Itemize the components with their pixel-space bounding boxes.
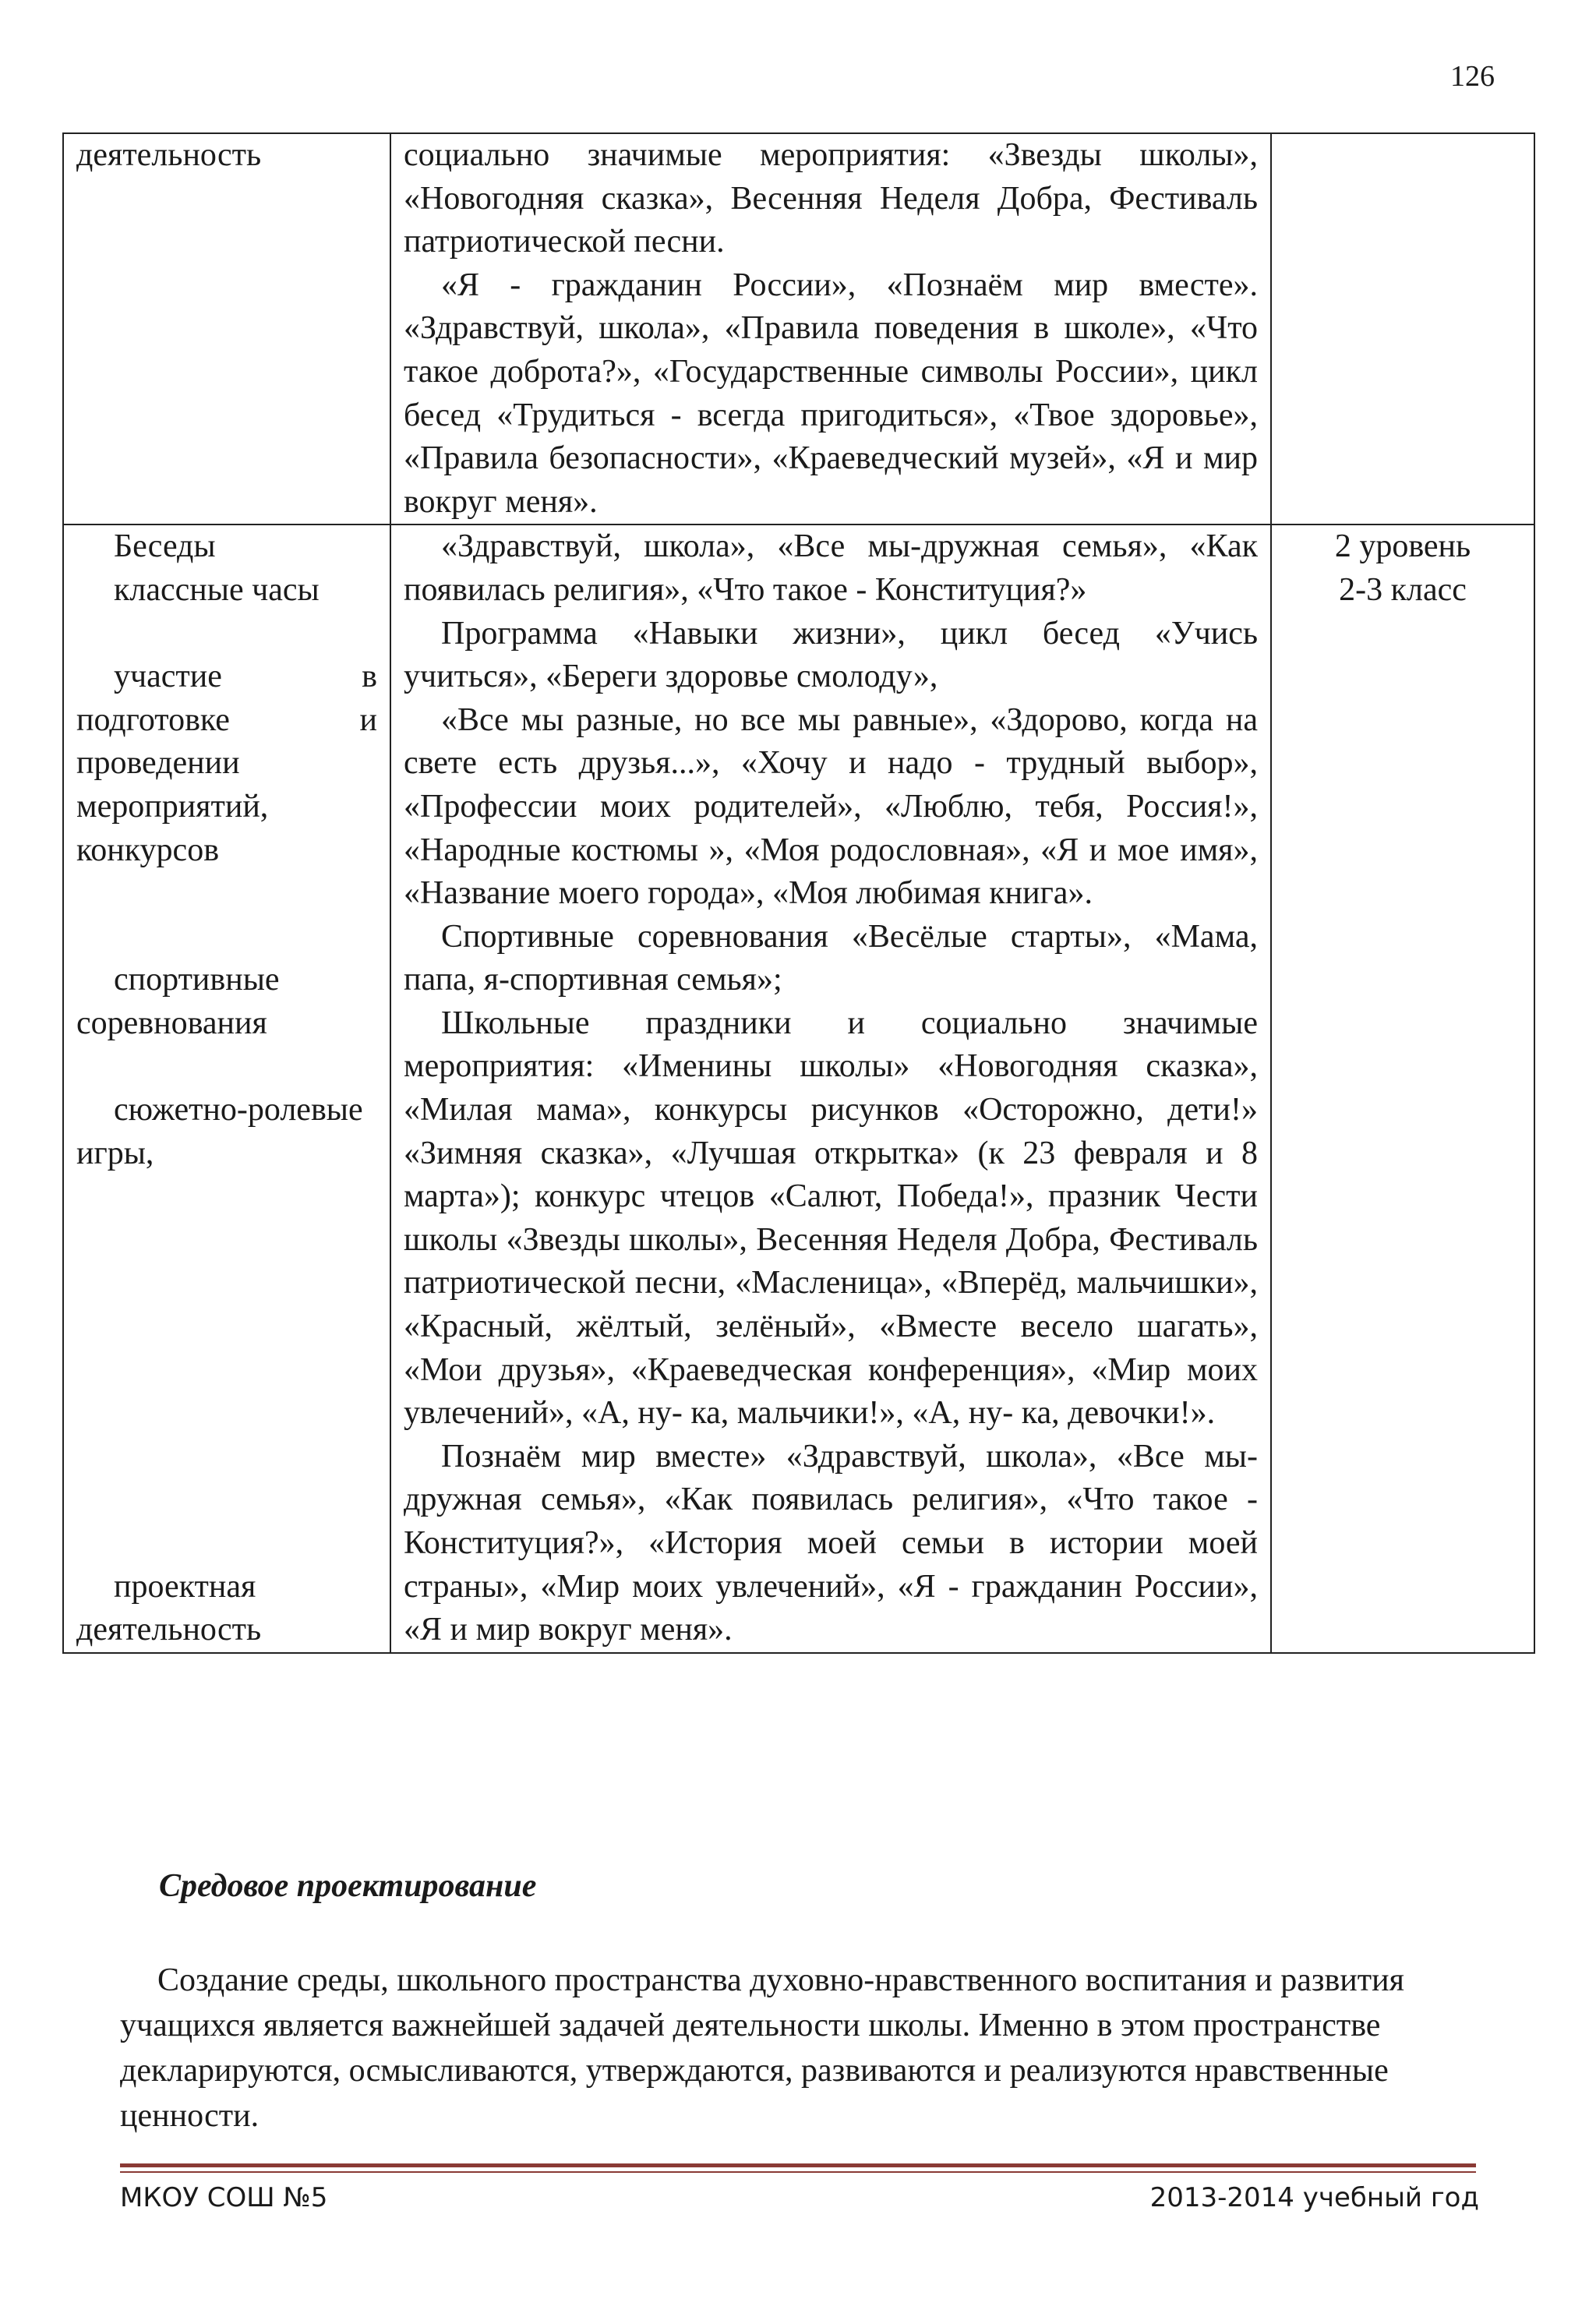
activity-label: Беседы [114,528,216,565]
footer-rule [120,2163,1476,2167]
section-title: Средовое проектирование [159,1868,537,1904]
activity-label: сюжетно-ролевые игры, [76,1092,363,1171]
class-label: 2-3 класс [1339,571,1467,608]
page-number: 126 [1450,60,1495,93]
table-cell-events [390,133,1271,524]
events-paragraph: социально значимые мероприятия: «Звезды школы», «Новогодняя сказка», Весенняя Неделя Добра, Фестиваль патриотической песни. [404,137,1258,260]
events-paragraph: «Здравствуй, школа», «Все мы-дружная семья», «Как появилась религия», «Что такое - Конституция?» [404,528,1258,608]
table-row [63,524,1534,1652]
events-paragraph: Программа «Навыки жизни», цикл бесед «Учись учиться», «Береги здоровье смолоду», [404,615,1258,695]
footer-year: 2013-2014 учебный год [1149,2182,1479,2213]
events-paragraph: «Я - гражданин России», «Познаём мир вместе». «Здравствуй, школа», «Правила поведения в школе», «Что такое доброта?», «Государственные символы России», цикл бесед «Трудиться - всегда пригодиться», «Твое здоровье», «Правила безопасности», «Краеведческий музей», «Я и мир вокруг меня». [404,267,1258,520]
activity-label: деятельность [76,137,262,173]
events-paragraph: «Все мы разные, но все мы равные», «Здорово, когда на свете есть друзья...», «Хочу и надо - трудный выбор», «Профессии моих родителей», «Люблю, тебя, Россия!», «Народные костюмы », «Моя родословная», «Я и мое имя», «Название моего города», «Моя любимая книга». [404,701,1258,912]
events-paragraph: Спортивные соревнования «Весёлые старты», «Мама, папа, я-спортивная семья»; [404,918,1258,998]
table-cell-events [390,524,1271,1652]
activity-label: участие в подготовке и проведении мероприятий, конкурсов [76,659,377,868]
footer-school: МКОУ СОШ №5 [120,2182,328,2213]
activity-label: спортивные соревнования [76,962,280,1041]
activity-label: проектная деятельность [76,1568,262,1648]
table-cell-level [1271,133,1534,524]
activity-label: классные часы [114,571,320,608]
table-row [63,133,1534,524]
activities-table [62,132,1535,1654]
table-cell-activity-type [63,133,390,524]
events-paragraph: Школьные праздники и социально значимые мероприятия: «Именины школы» «Новогодняя сказка», «Милая мама», конкурсы рисунков «Осторожно, дети!» «Зимняя сказка», «Лучшая открытка» (к 23 февраля и 8 марта»); конкурс чтецов «Салют, Победа!», празник Чести школы «Звезды школы», Весенняя Неделя Добра, Фестиваль патриотической песни, «Масленица», «Вперёд, мальчишки», «Красный, жёлтый, зелёный», «Вместе весело шагать», «Мои друзья», «Краеведческая конференция», «Мир моих увлечений», «А, ну- ка, мальчики!», «А, ну- ка, девочки!». [404,1005,1258,1432]
footer-rule [120,2171,1476,2173]
table-cell-activity-type [63,524,390,1652]
table-cell-level [1271,524,1534,1652]
level-label: 2 уровень [1334,528,1471,565]
events-paragraph: Познаём мир вместе» «Здравствуй, школа», «Все мы-дружная семья», «Как появилась религия», «Что такое - Конституция?», «История моей семьи в истории моей страны», «Мир моих увлечений», «Я - гражданин России», «Я и мир вокруг меня». [404,1438,1258,1648]
intro-paragraph: Создание среды, школьного пространства духовно-нравственного воспитания и развития учащихся является важнейшей задачей деятельности школы. Именно в этом пространстве декларируются, осмысливаются, утверждаются, развиваются и реализуются нравственные ценности. [120,1962,1404,2134]
